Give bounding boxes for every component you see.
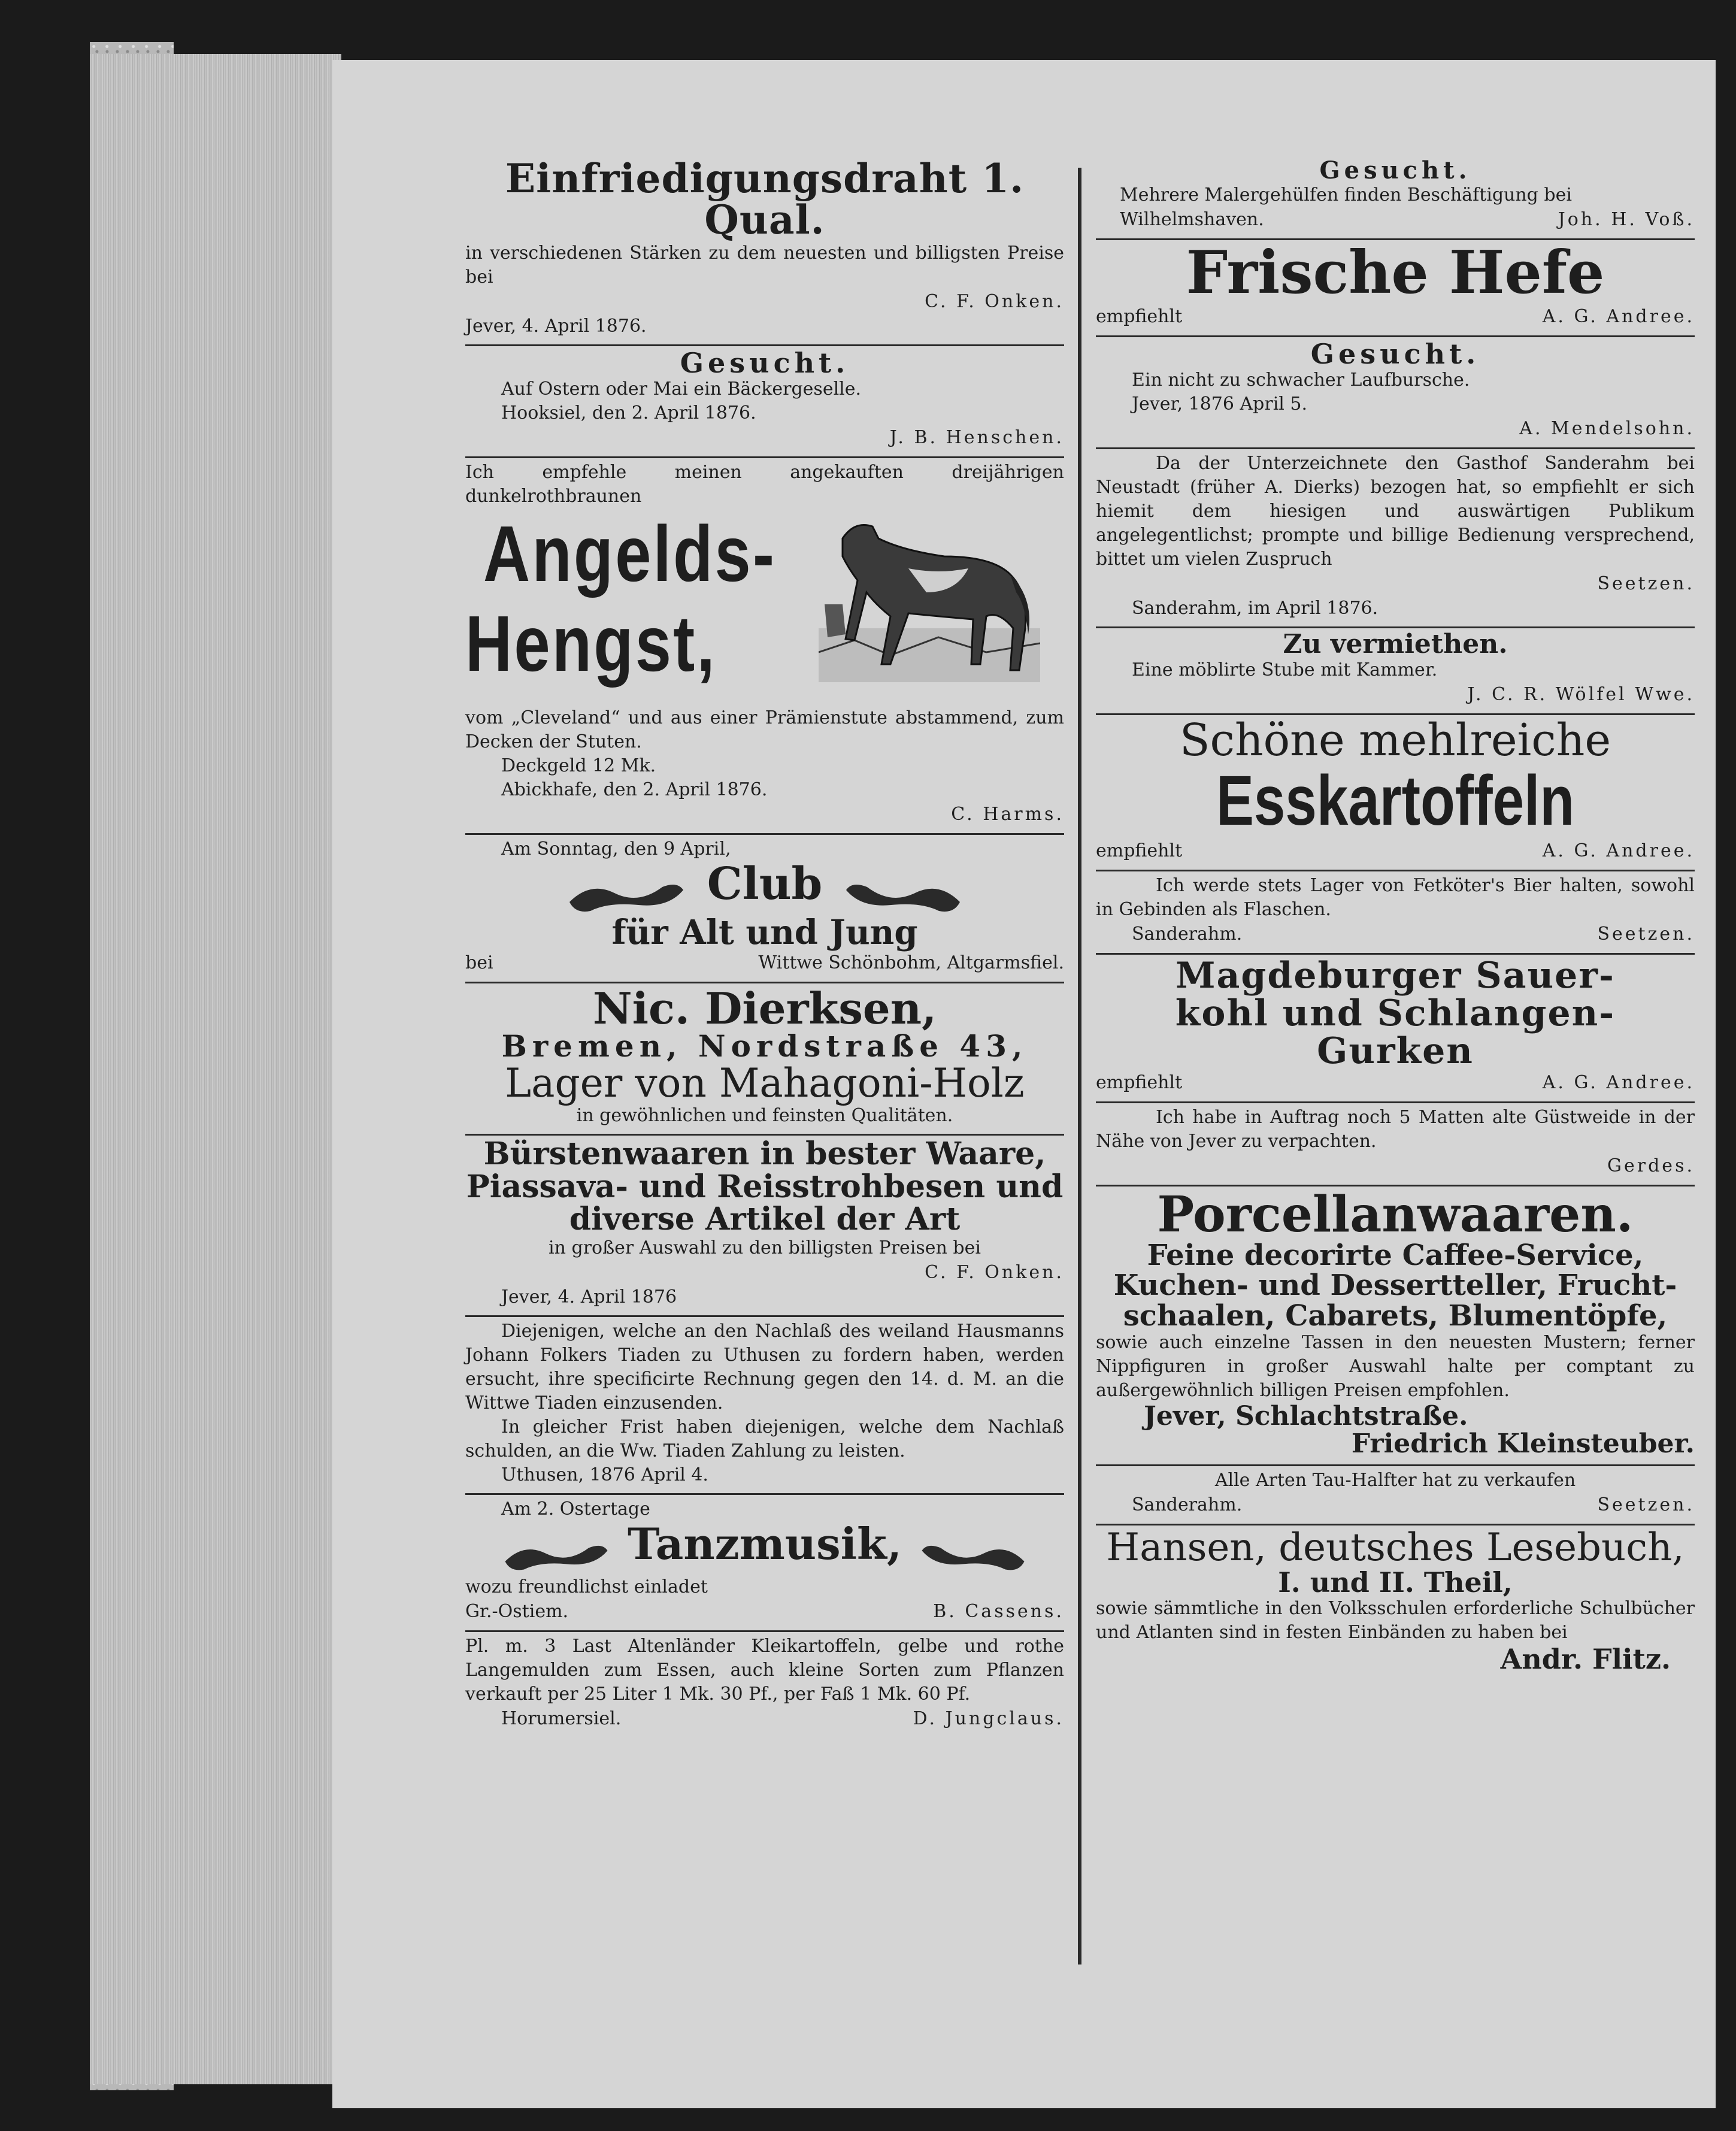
ad-signer: Joh. H. Voß. (1558, 209, 1695, 230)
ad-subtitle: für Alt und Jung (611, 912, 918, 952)
ornament-right-icon (843, 878, 963, 914)
ad-signer: A. G. Andree. (1542, 1071, 1695, 1093)
ad-headline-2: Piassava- und Reisstrohbesen und (466, 1168, 1064, 1205)
ad-body: sowie sämmtliche in den Volksschulen erforderliche Schulbücher und Atlanten sind in festen Einbänden zu haben bei (1096, 1598, 1695, 1643)
ad-body: Ein nicht zu schwacher Laufbursche. (1132, 370, 1470, 391)
ad-hefe (1096, 238, 1695, 335)
ad-title: Gesucht. (1310, 337, 1480, 370)
ad-headline-3: diverse Artikel der Art (569, 1201, 961, 1238)
ad-signer: C. F. Onken. (925, 290, 1064, 312)
ad-tau-halfter (1096, 1464, 1695, 1524)
ad-signer: Seetzen. (1597, 923, 1695, 945)
ad-club (465, 833, 1064, 982)
ad-body: in großer Auswahl zu den billigsten Preisen bei (549, 1237, 981, 1258)
ad-paragraph-1: Diejenigen, welche an den Nachlaß des weiland Hausmanns Johann Folkers Tiaden zu Uthusen zu fordern haben, werden ersucht, ihre specificirte Rechnung gegen den 14. d. M. an die Wittwe Tiaden einzusenden. (465, 1320, 1064, 1413)
ad-signer: A. Mendelsohn. (1519, 418, 1695, 440)
right-column (1096, 156, 1695, 1679)
ad-title: Gesucht. (1319, 156, 1471, 184)
ad-verb: empfiehlt (1096, 305, 1183, 327)
ad-address: Jever, Schlachtstraße. (1144, 1401, 1468, 1432)
ad-gesucht-laufbursche (1096, 335, 1695, 447)
ad-kartoffeln (465, 1630, 1064, 1738)
ad-bier (1096, 870, 1695, 953)
club-title-row (465, 858, 1064, 915)
ad-line-1: Feine decorirte Caffee-Service, (1147, 1239, 1644, 1273)
ad-body: sowie auch einzelne Tassen in den neuesten Mustern; ferner Nippfiguren in großer Auswahl halte per comptant zu außergewöhnlich billigen Preisen empfohlen. (1096, 1332, 1695, 1402)
ad-title: Gesucht. (680, 346, 850, 379)
ad-body: Mehrere Malergehülfen finden Beschäftigung bei (1120, 184, 1572, 205)
horse-illustration-icon (819, 514, 1040, 688)
ad-place-date: Jever, 4. April 1876 (501, 1286, 677, 1307)
ad-place: Sanderahm. (1132, 1494, 1243, 1515)
ad-headline-2: Hengst, (465, 599, 717, 688)
ad-sauerkohl (1096, 953, 1695, 1101)
ad-headline-2: kohl und Schlangen- (1175, 992, 1616, 1034)
ad-sign-row (1096, 839, 1695, 864)
ad-title: Porcellanwaaren. (1157, 1185, 1634, 1243)
left-column (465, 156, 1064, 1738)
ad-subtitle: I. und II. Theil, (1278, 1566, 1513, 1599)
ad-body: Eine möblirte Stube mit Kammer. (1132, 659, 1438, 681)
ad-hengst (465, 456, 1064, 833)
ad-title: Einfriedigungsdraht 1. Qual. (505, 155, 1025, 244)
ad-date: Am 2. Ostertage (501, 1498, 650, 1519)
ad-draht (465, 156, 1064, 344)
ad-place-date: Uthusen, 1876 April 4. (501, 1464, 708, 1485)
ad-headline-3: Gurken (1317, 1030, 1474, 1072)
ad-signer: D. Jungclaus. (913, 1708, 1064, 1729)
ad-gesucht-maler (1096, 156, 1695, 238)
ad-fee: Deckgeld 12 Mk. (501, 755, 656, 776)
ad-sign-row (1096, 1070, 1695, 1095)
ad-headline-2: Esskartoffeln (1216, 761, 1575, 841)
ad-tanzmusik (465, 1493, 1064, 1630)
ornament-left-icon (566, 878, 686, 914)
ad-body: in gewöhnlichen und feinsten Qualitäten. (576, 1105, 953, 1127)
ad-buerstenwaaren (465, 1134, 1064, 1315)
ad-signer: Seetzen. (1597, 573, 1695, 595)
ad-place: Horumersiel. (501, 1708, 622, 1729)
tanz-title-row (465, 1518, 1064, 1575)
ad-body: Ich werde stets Lager von Fetköter's Bier halten, sowohl in Gebinden als Flaschen. (1096, 874, 1695, 920)
ad-paragraph-2: In gleicher Frist haben diejenigen, welche dem Nachlaß schulden, an die Ww. Tiaden Zahlung zu leisten. (465, 1416, 1064, 1461)
ad-sign-row (465, 1706, 1064, 1732)
ad-place: Gr.-Ostiem. (465, 1600, 569, 1622)
ad-body: wozu freundlichst einladet (465, 1576, 708, 1597)
ornament-right-icon (919, 1538, 1027, 1574)
ad-bei: bei (465, 952, 493, 973)
ad-verb: empfiehlt (1096, 1071, 1183, 1093)
ad-line-3: schaalen, Cabarets, Blumentöpfe, (1123, 1298, 1668, 1333)
ad-place: Sanderahm. (1132, 923, 1243, 945)
ad-esskartoffeln (1096, 713, 1695, 870)
ad-signer: Seetzen. (1597, 1494, 1695, 1515)
ad-signer: Gerdes. (1607, 1155, 1695, 1176)
column-divider (1078, 168, 1081, 1964)
ad-signer: C. Harms. (951, 803, 1064, 825)
ad-dierksen (465, 982, 1064, 1134)
ad-title: Hansen, deutsches Lesebuch, (1106, 1525, 1685, 1570)
page-stack-edge (90, 54, 341, 2084)
ad-weide (1096, 1101, 1695, 1185)
ad-headline-1: Angelds- (483, 509, 777, 598)
ad-body: in verschiedenen Stärken zu dem neuesten und billigsten Preise bei (465, 242, 1064, 287)
ad-place-date: Jever, 1876 April 5. (1132, 393, 1308, 415)
ad-porcellan (1096, 1185, 1695, 1464)
ad-vermiethen (1096, 626, 1695, 713)
ad-sign-row (1096, 304, 1695, 329)
ornament-left-icon (502, 1538, 610, 1574)
ad-title: Zu vermiethen. (1283, 629, 1508, 660)
ad-signer: J. B. Henschen. (889, 426, 1064, 448)
ad-place: Wilhelmshaven. (1120, 209, 1264, 230)
ad-gesucht-baecker (465, 344, 1064, 456)
ad-title: Frische Hefe (1186, 238, 1605, 307)
ad-signer: C. F. Onken. (925, 1261, 1064, 1283)
ad-line-2: Kuchen- und Dessertteller, Frucht- (1113, 1269, 1677, 1303)
ad-gasthof (1096, 447, 1695, 626)
ad-headline: Lager von Mahagoni-Holz (505, 1060, 1025, 1106)
horse-headline-block (465, 508, 1064, 706)
ad-title: Club (707, 858, 823, 910)
ad-signer: Friedrich Kleinsteuber. (1351, 1428, 1695, 1460)
ad-signer: Andr. Flitz. (1500, 1643, 1671, 1676)
ad-signer: A. G. Andree. (1542, 840, 1695, 861)
ad-address: Bremen, Nordstraße 43, (501, 1028, 1028, 1064)
ad-body: Pl. m. 3 Last Altenländer Kleikartoffeln, gelbe und rothe Langemulden zum Essen, auch kleine Sorten zum Pflanzen verkauft per 25 Liter 1 Mk. 30 Pf., per Faß 1 Mk. 60 Pf. (465, 1635, 1064, 1705)
ad-sign-row (1096, 1493, 1695, 1518)
ad-body: Da der Unterzeichnete den Gasthof Sanderahm bei Neustadt (früher A. Dierks) bezogen hat, so empfiehlt er sich hiemit dem hiesigen und auswärtigen Publikum angelegentlichst; prompte und billige Bedienung versprechend, bittet um vielen Zuspruch (1096, 453, 1695, 570)
ad-sign-row (465, 1599, 1064, 1624)
ad-intro: Ich empfehle meinen angekauften dreijährigen dunkelrothbraunen (465, 461, 1064, 507)
ad-venue-row (465, 951, 1064, 976)
ad-sign-row (1096, 207, 1695, 232)
ad-name: Nic. Dierksen, (592, 982, 937, 1034)
ad-title: Tanzmusik, (628, 1518, 902, 1569)
ad-body: Alle Arten Tau-Halfter hat zu verkaufen (1214, 1469, 1576, 1491)
ad-headline-1: Magdeburger Sauer- (1175, 954, 1615, 997)
ad-date: Am Sonntag, den 9 April, (501, 838, 731, 859)
ad-place-date: Sanderahm, im April 1876. (1132, 598, 1379, 619)
newspaper-page (332, 60, 1716, 2108)
ad-place-date: Jever, 4. April 1876. (465, 315, 647, 337)
ad-body: vom „Cleveland“ und aus einer Prämienstute abstammend, zum Decken der Stuten. (465, 707, 1064, 752)
ad-place-date: Abickhafe, den 2. April 1876. (501, 779, 768, 800)
ad-body: Ich habe in Auftrag noch 5 Matten alte Güstweide in der Nähe von Jever zu verpachten. (1096, 1106, 1695, 1152)
ad-signer: J. C. R. Wölfel Wwe. (1467, 684, 1695, 706)
ad-place-date: Hooksiel, den 2. April 1876. (501, 402, 756, 423)
ad-nachlass (465, 1315, 1064, 1493)
ad-verb: empfiehlt (1096, 840, 1183, 861)
ad-sign-row (1096, 922, 1695, 947)
ad-headline-1: Bürstenwaaren in bester Waare, (483, 1136, 1046, 1173)
ad-venue: Wittwe Schönbohm, Altgarmsfiel. (758, 952, 1064, 973)
ad-signer: A. G. Andree. (1542, 305, 1695, 327)
ad-signer: B. Cassens. (933, 1600, 1064, 1622)
ad-headline-1: Schöne mehlreiche (1179, 715, 1611, 767)
ad-body: Auf Ostern oder Mai ein Bäckergeselle. (501, 378, 862, 399)
ad-lesebuch (1096, 1524, 1695, 1680)
